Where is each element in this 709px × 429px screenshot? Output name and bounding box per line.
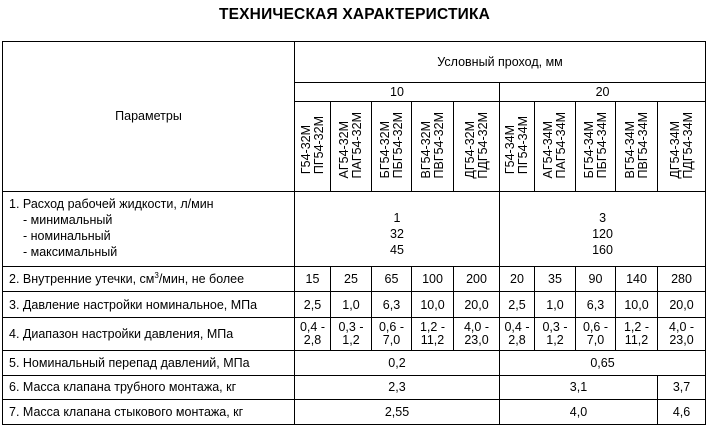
leak-value: 20 <box>500 266 535 292</box>
group-10-header: 10 <box>295 83 500 101</box>
row-range <box>3 318 706 351</box>
range-value: 0,6 - 7,0 <box>576 318 616 351</box>
range-value: 4,0 - 23,0 <box>454 318 500 351</box>
pressure-value: 20,0 <box>454 292 500 318</box>
range-value: 4,0 - 23,0 <box>658 318 706 351</box>
pressure-value: 2,5 <box>295 292 331 318</box>
mass-stack-label: 7. Масса клапана стыкового монтажа, кг <box>3 400 295 425</box>
row-pressure <box>3 292 706 318</box>
mass-pipe-value-10: 2,3 <box>295 375 500 400</box>
mass-stack-value-20a: 4,0 <box>500 400 658 425</box>
range-label: 4. Диапазон настройки давления, МПа <box>3 318 295 351</box>
flow-values-10 <box>295 191 500 266</box>
mass-pipe-label: 6. Масса клапана трубного монтажа, кг <box>3 375 295 400</box>
flow-sub-nom: - номинальный <box>23 228 111 243</box>
pressure-value: 2,5 <box>500 292 535 318</box>
range-value: 1,2 - 11,2 <box>616 318 658 351</box>
pressure-value: 10,0 <box>616 292 658 318</box>
range-value: 0,3 - 1,2 <box>331 318 372 351</box>
flow-values-20 <box>500 191 706 266</box>
range-value: 0,6 - 7,0 <box>372 318 412 351</box>
nominal-bore-header: Условный проход, мм <box>295 42 706 83</box>
leak-label: 2. Внутренние утечки, $см^3$/мин, не более <box>3 266 295 292</box>
model-header: АГ54-34М ПАГ54-34М <box>535 101 576 191</box>
leak-value: 25 <box>331 266 372 292</box>
flow-20-min: 3 <box>599 210 607 225</box>
leak-value: 65 <box>372 266 412 292</box>
pressure-value: 20,0 <box>658 292 706 318</box>
row-mass-stack <box>3 400 706 425</box>
model-header: ДГ54-34М ПДГ54-34М <box>658 101 706 191</box>
pressure-label: 3. Давление настройки номинальное, МПа <box>3 292 295 318</box>
pressure-value: 1,0 <box>331 292 372 318</box>
group-20-header: 20 <box>500 83 706 101</box>
row-mass-pipe <box>3 375 706 400</box>
pressure-value: 1,0 <box>535 292 576 318</box>
pressure-value: 6,3 <box>576 292 616 318</box>
pressure-value: 6,3 <box>372 292 412 318</box>
flow-10-min: 1 <box>393 210 401 225</box>
params-header: Параметры <box>3 42 295 192</box>
row-flow <box>3 191 706 266</box>
drop-label: 5. Номинальный перепад давлений, МПа <box>3 350 295 375</box>
model-header: Г54-34М ПГ54-34М <box>500 101 535 191</box>
mass-stack-value-10: 2,55 <box>295 400 500 425</box>
leak-value: 90 <box>576 266 616 292</box>
flow-label-cell <box>3 191 295 266</box>
row-drop <box>3 350 706 375</box>
model-header: АГ54-32М ПАГ54-32М <box>331 101 372 191</box>
model-header: БГ54-34М ПБГ54-34М <box>576 101 616 191</box>
mass-pipe-value-20b: 3,7 <box>658 375 706 400</box>
range-value: 0,3 - 1,2 <box>535 318 576 351</box>
flow-label: 1. Расход рабочей жидкости, л/мин <box>9 196 214 211</box>
drop-value-20: 0,65 <box>500 350 706 375</box>
model-header: ДГ54-32М ПДГ54-32М <box>454 101 500 191</box>
range-value: 0,4 - 2,8 <box>500 318 535 351</box>
model-header: БГ54-32М ПБГ54-32М <box>372 101 412 191</box>
model-header: ВГ54-34М ПВГ54-34М <box>616 101 658 191</box>
header-row-bore <box>3 42 706 83</box>
leak-value: 200 <box>454 266 500 292</box>
range-value: 0,4 - 2,8 <box>295 318 331 351</box>
leak-value: 35 <box>535 266 576 292</box>
flow-sub-min: - минимальный <box>23 212 113 227</box>
flow-10-max: 45 <box>390 242 404 257</box>
row-leak <box>3 266 706 292</box>
flow-20-max: 160 <box>592 242 613 257</box>
leak-value: 140 <box>616 266 658 292</box>
flow-sub-max: - максимальный <box>23 244 118 259</box>
leak-value: 280 <box>658 266 706 292</box>
mass-stack-value-20b: 4,6 <box>658 400 706 425</box>
pressure-value: 10,0 <box>412 292 454 318</box>
leak-value: 100 <box>412 266 454 292</box>
leak-value: 15 <box>295 266 331 292</box>
range-value: 1,2 - 11,2 <box>412 318 454 351</box>
drop-value-10: 0,2 <box>295 350 500 375</box>
model-header: Г54-32М ПГ54-32М <box>295 101 331 191</box>
mass-pipe-value-20a: 3,1 <box>500 375 658 400</box>
flow-20-nom: 120 <box>592 226 613 241</box>
flow-10-nom: 32 <box>390 226 404 241</box>
spec-table <box>2 41 706 425</box>
model-header: ВГ54-32М ПВГ54-32М <box>412 101 454 191</box>
page-title: ТЕХНИЧЕСКАЯ ХАРАКТЕРИСТИКА <box>218 6 491 23</box>
